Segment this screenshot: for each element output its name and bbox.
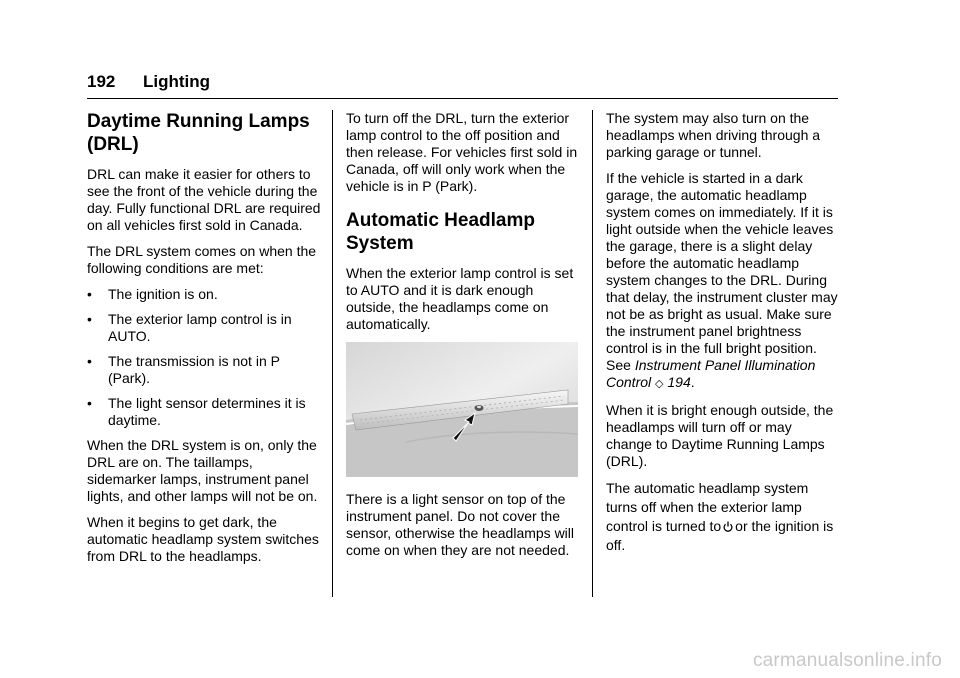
auto-headlamp-paragraph: When the exterior lamp control is set to AUTO and it is dark enough outside, the headlamps come on automatically. [346,265,574,332]
column-left [87,110,323,574]
list-item-text: The light sensor determines it is daytime. [108,395,306,428]
auto-off-text-end: or the ignition is off. [606,518,834,553]
column-middle [346,110,582,568]
watermark: carmanualsonline.info [752,650,942,671]
illumination-link[interactable]: Instrument Panel Illumination Control [606,357,816,390]
light-sensor-paragraph: There is a light sensor on top of the instrument panel. Do not cover the sensor, otherwise the headlamps will come on when they are not needed. [346,491,575,558]
list-item [87,311,323,345]
bullet-icon: • [87,395,92,411]
list-item-text: The exterior lamp control is in AUTO. [108,311,292,344]
page-reference[interactable]: 194 [667,374,691,390]
page-number: 192 [87,72,116,91]
column-divider [592,110,593,597]
bullet-icon: • [87,353,92,369]
drl-dark-paragraph: When it begins to get dark, the automatic headlamp system switches from DRL to the headlamps. [87,514,319,564]
drl-turn-off-paragraph: To turn off the DRL, turn the exterior lamp control to the off position and then release. For vehicles first sold in Canada, off will only work when the vehicle is in P (Park). [346,110,578,194]
page-reference-icon: ◇ [655,378,664,390]
column-divider [332,110,333,597]
light-sensor-illustration [346,342,578,477]
page-header [87,72,838,99]
drl-conditions-intro: The DRL system comes on when the following conditions are met: [87,243,317,276]
list-item [87,395,323,429]
drl-intro: DRL can make it easier for others to see the front of the vehicle during the day. Fully functional DRL are required on all vehicles first sold in Canada. [87,166,321,233]
dark-garage-text: If the vehicle is started in a dark garage, the automatic headlamp system comes on immediately. If it is light outside when the vehicle leaves the garage, there is a slight delay before the automatic headlamp system changes to the DRL. During that delay, the instrument cluster may not be as bright as usual. Make sure the instrument panel brightness control is in the full bright position. See [606,170,838,373]
sentence-end: . [690,374,695,390]
auto-off-text: The automatic headlamp system turns off when the exterior lamp control is turned to [606,480,809,534]
auto-off-paragraph [606,479,838,555]
garage-paragraph: The system may also turn on the headlamps when driving through a parking garage or tunnel. [606,110,821,160]
list-item [87,353,323,387]
dark-garage-paragraph [606,170,838,393]
list-item-text: The transmission is not in P (Park). [108,353,280,386]
drl-heading: Daytime Running Lamps (DRL) [87,111,310,155]
bright-paragraph: When it is bright enough outside, the headlamps will turn off or may change to Daytime Running Lamps (DRL). [606,402,834,469]
column-right [606,110,838,564]
list-item-text: The ignition is on. [108,286,218,302]
bullet-icon: • [87,286,92,302]
drl-on-paragraph: When the DRL system is on, only the DRL are on. The taillamps, sidemarker lamps, instrument panel lights, and other lamps will not be on. [87,437,318,504]
bullet-icon: • [87,311,92,327]
power-off-icon [723,521,733,532]
auto-headlamp-heading: Automatic Headlamp System [346,210,535,254]
section-title: Lighting [143,72,211,91]
list-item [87,286,323,303]
